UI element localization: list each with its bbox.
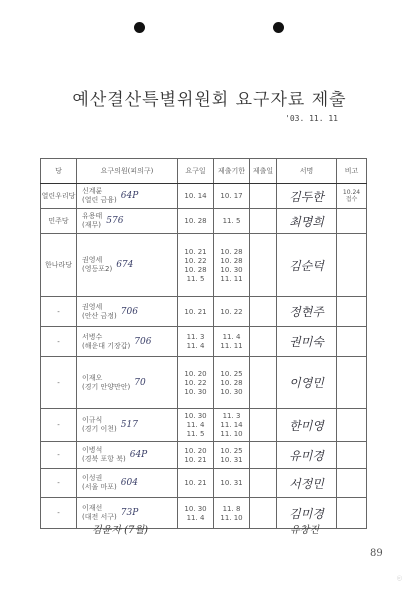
signature-cell (277, 297, 337, 327)
due-date: 10. 28 (220, 247, 243, 256)
party-cell (41, 297, 77, 327)
table-row (41, 442, 367, 469)
requester-line: (영등포2) (82, 265, 113, 273)
note-cell (337, 409, 367, 442)
submit-date-cell (250, 357, 277, 409)
due-date-cell (214, 297, 250, 327)
submit-date-cell (250, 327, 277, 357)
signature-cell (277, 184, 337, 209)
handwritten-tag: 576 (106, 216, 124, 226)
signature-cell (277, 209, 337, 234)
due-date: 10. 17 (220, 192, 243, 200)
requester-line: 신계륜 (82, 187, 103, 195)
note-line: 접수 (345, 196, 358, 203)
header-note: 비고 (337, 159, 367, 184)
due-date: 11. 3 (222, 412, 241, 420)
party-cell (41, 498, 77, 529)
request-date: 11. 4 (186, 342, 205, 350)
party-name: - (57, 307, 60, 316)
requester-line: 이성권 (82, 474, 103, 482)
handwritten-signature: 유미경 (289, 448, 324, 463)
due-date-cell (214, 209, 250, 234)
requester-line: 이재선 (82, 504, 103, 512)
request-date: 11. 5 (186, 274, 205, 283)
party-name: 열린우리당 (41, 192, 76, 200)
request-date-cell (178, 209, 214, 234)
header-request-date: 요구일 (178, 159, 214, 184)
requester-line: (열린 금융) (82, 196, 117, 204)
submit-date-cell (250, 234, 277, 297)
signature-cell (277, 357, 337, 409)
request-date-cell (178, 327, 214, 357)
party-name: - (57, 421, 60, 429)
handwritten-tag: 604 (120, 478, 138, 488)
request-date: 10. 28 (184, 265, 207, 274)
note-line: 10.24 (342, 189, 361, 196)
footer-right-handwriting: 유창진 (290, 525, 319, 536)
requester-line: (안산 금정) (82, 311, 117, 320)
signature-cell (277, 442, 337, 469)
handwritten-tag: 73P (120, 508, 139, 518)
party-name: - (57, 479, 60, 487)
handwritten-tag: 64P (120, 191, 139, 201)
due-date: 10. 22 (220, 307, 243, 316)
binding-hole-right (273, 22, 284, 33)
party-cell (41, 184, 77, 209)
request-date: 11. 4 (186, 421, 205, 429)
request-date-cell (178, 469, 214, 498)
requester-line: (해운대 기장갑) (82, 341, 131, 350)
due-date-cell (214, 184, 250, 209)
handwritten-signature: 최명희 (289, 214, 324, 229)
due-date: 11. 11 (220, 342, 243, 350)
party-name: 민주당 (48, 217, 69, 225)
note-cell (337, 184, 367, 209)
binding-hole-left (134, 22, 145, 33)
requester-cell (77, 297, 178, 327)
requester-cell (77, 442, 178, 469)
request-date: 11. 5 (186, 430, 205, 438)
submit-date-cell (250, 442, 277, 469)
submit-date-cell (250, 184, 277, 209)
requester-line: (경기 이천) (82, 425, 117, 433)
request-date-cell (178, 297, 214, 327)
requester-line: 권영세 (82, 256, 103, 264)
request-date: 10. 20 (184, 446, 207, 455)
note-cell (337, 234, 367, 297)
handwritten-signature: 이영민 (289, 376, 324, 390)
note-cell (337, 327, 367, 357)
due-date: 10. 25 (220, 369, 243, 378)
note-cell (337, 469, 367, 498)
request-date: 10. 21 (184, 479, 207, 487)
party-name: 한나라당 (44, 261, 73, 269)
party-name: - (57, 378, 60, 387)
handwritten-signature: 김순덕 (289, 258, 324, 273)
due-date: 10. 30 (220, 387, 243, 396)
table-row (41, 184, 367, 209)
request-date: 10. 20 (184, 369, 207, 378)
requester-cell (77, 209, 178, 234)
handwritten-tag: 64P (129, 450, 148, 460)
request-date-cell (178, 234, 214, 297)
request-date: 11. 3 (186, 333, 205, 341)
request-date: 10. 22 (184, 256, 207, 265)
party-cell (41, 442, 77, 469)
due-date: 11. 14 (220, 421, 243, 429)
party-cell (41, 357, 77, 409)
note-cell (337, 498, 367, 529)
table-row (41, 409, 367, 442)
handwritten-tag: 706 (120, 306, 138, 317)
note-cell (337, 209, 367, 234)
handwritten-signature: 서정민 (289, 476, 324, 491)
due-date: 11. 10 (220, 430, 243, 438)
handwritten-tag: 706 (134, 336, 152, 347)
submit-date-cell (250, 209, 277, 234)
request-date: 10. 30 (184, 387, 207, 396)
table-row (41, 297, 367, 327)
corner-mark: ⓒ (397, 576, 403, 582)
requester-line: 이규식 (82, 416, 103, 424)
header-submit-date: 제출일 (250, 159, 277, 184)
request-date: 10. 22 (184, 378, 207, 387)
requester-line: 이병석 (82, 446, 103, 454)
signature-cell (277, 234, 337, 297)
due-date: 11. 11 (220, 274, 243, 283)
due-date-cell (214, 498, 250, 529)
header-party: 당 (41, 159, 77, 184)
request-date: 10. 14 (184, 192, 207, 200)
handwritten-signature: 정현주 (289, 305, 324, 319)
due-date-cell (214, 442, 250, 469)
table-row (41, 327, 367, 357)
note-cell (337, 442, 367, 469)
header-signature: 서명 (277, 159, 337, 184)
handwritten-signature: 김두한 (289, 189, 324, 204)
party-name: - (57, 337, 60, 346)
table-row (41, 209, 367, 234)
request-date-cell (178, 184, 214, 209)
due-date: 11. 4 (222, 333, 241, 341)
party-cell (41, 469, 77, 498)
submit-date-cell (250, 297, 277, 327)
note-cell (337, 297, 367, 327)
requester-cell (77, 357, 178, 409)
table-row (41, 469, 367, 498)
handwritten-signature: 한미영 (289, 418, 324, 433)
due-date-cell (214, 357, 250, 409)
due-date: 11. 5 (222, 217, 241, 225)
page-title: 예산결산특별위원회 요구자료 제출 (72, 90, 347, 110)
due-date: 10. 31 (220, 479, 243, 487)
request-date: 10. 21 (184, 455, 207, 464)
due-date: 11. 10 (220, 513, 243, 522)
request-date-cell (178, 498, 214, 529)
requester-line: (재무) (82, 221, 101, 229)
signature-cell (277, 469, 337, 498)
requester-line: (경북 포항 북) (82, 455, 126, 463)
due-date: 11. 8 (222, 504, 241, 513)
footer-left-handwriting: 김윤자 (7월) (92, 525, 148, 536)
request-table (40, 158, 367, 529)
party-cell (41, 209, 77, 234)
request-date-cell (178, 409, 214, 442)
request-date: 10. 28 (184, 217, 207, 225)
due-date: 10. 28 (220, 256, 243, 265)
requester-line: 권영세 (82, 302, 103, 311)
requester-line: (서울 마포) (82, 483, 117, 491)
due-date-cell (214, 469, 250, 498)
requester-cell (77, 409, 178, 442)
request-date: 10. 21 (184, 307, 207, 316)
header-due-date: 제출기한 (214, 159, 250, 184)
submit-date-cell (250, 469, 277, 498)
document-date: '03. 11. 11 (285, 114, 338, 123)
requester-line: 유용태 (82, 212, 103, 220)
requester-line: 서병수 (82, 332, 103, 341)
signature-cell (277, 409, 337, 442)
handwritten-tag: 517 (120, 420, 138, 430)
handwritten-signature: 김미경 (289, 506, 324, 521)
requester-cell (77, 327, 178, 357)
table-row (41, 357, 367, 409)
requester-line: (대전 서구) (82, 513, 117, 521)
page-number: 89 (370, 548, 383, 559)
table-row (41, 234, 367, 297)
requester-cell (77, 234, 178, 297)
due-date: 10. 28 (220, 378, 243, 387)
requester-line: 이재오 (82, 373, 103, 382)
due-date: 10. 25 (220, 446, 243, 455)
due-date: 10. 30 (220, 265, 243, 274)
submit-date-cell (250, 498, 277, 529)
party-name: - (57, 509, 60, 517)
requester-line: (경기 안양만안) (82, 382, 131, 391)
request-date: 10. 30 (184, 504, 207, 513)
request-date-cell (178, 357, 214, 409)
due-date-cell (214, 234, 250, 297)
note-cell (337, 357, 367, 409)
party-name: - (57, 451, 60, 459)
party-cell (41, 234, 77, 297)
due-date: 10. 31 (220, 455, 243, 464)
request-date: 10. 30 (184, 412, 207, 420)
due-date-cell (214, 409, 250, 442)
signature-cell (277, 327, 337, 357)
submit-date-cell (250, 409, 277, 442)
request-date-cell (178, 442, 214, 469)
request-date: 10. 21 (184, 247, 207, 256)
party-cell (41, 327, 77, 357)
request-date: 11. 4 (186, 513, 205, 522)
handwritten-signature: 권미숙 (289, 335, 324, 349)
handwritten-tag: 674 (116, 260, 134, 270)
handwritten-tag: 70 (134, 377, 146, 388)
requester-cell (77, 184, 178, 209)
party-cell (41, 409, 77, 442)
due-date-cell (214, 327, 250, 357)
table-header-row (41, 159, 367, 184)
header-requester: 요구의원(피의구) (77, 159, 178, 184)
requester-cell (77, 469, 178, 498)
